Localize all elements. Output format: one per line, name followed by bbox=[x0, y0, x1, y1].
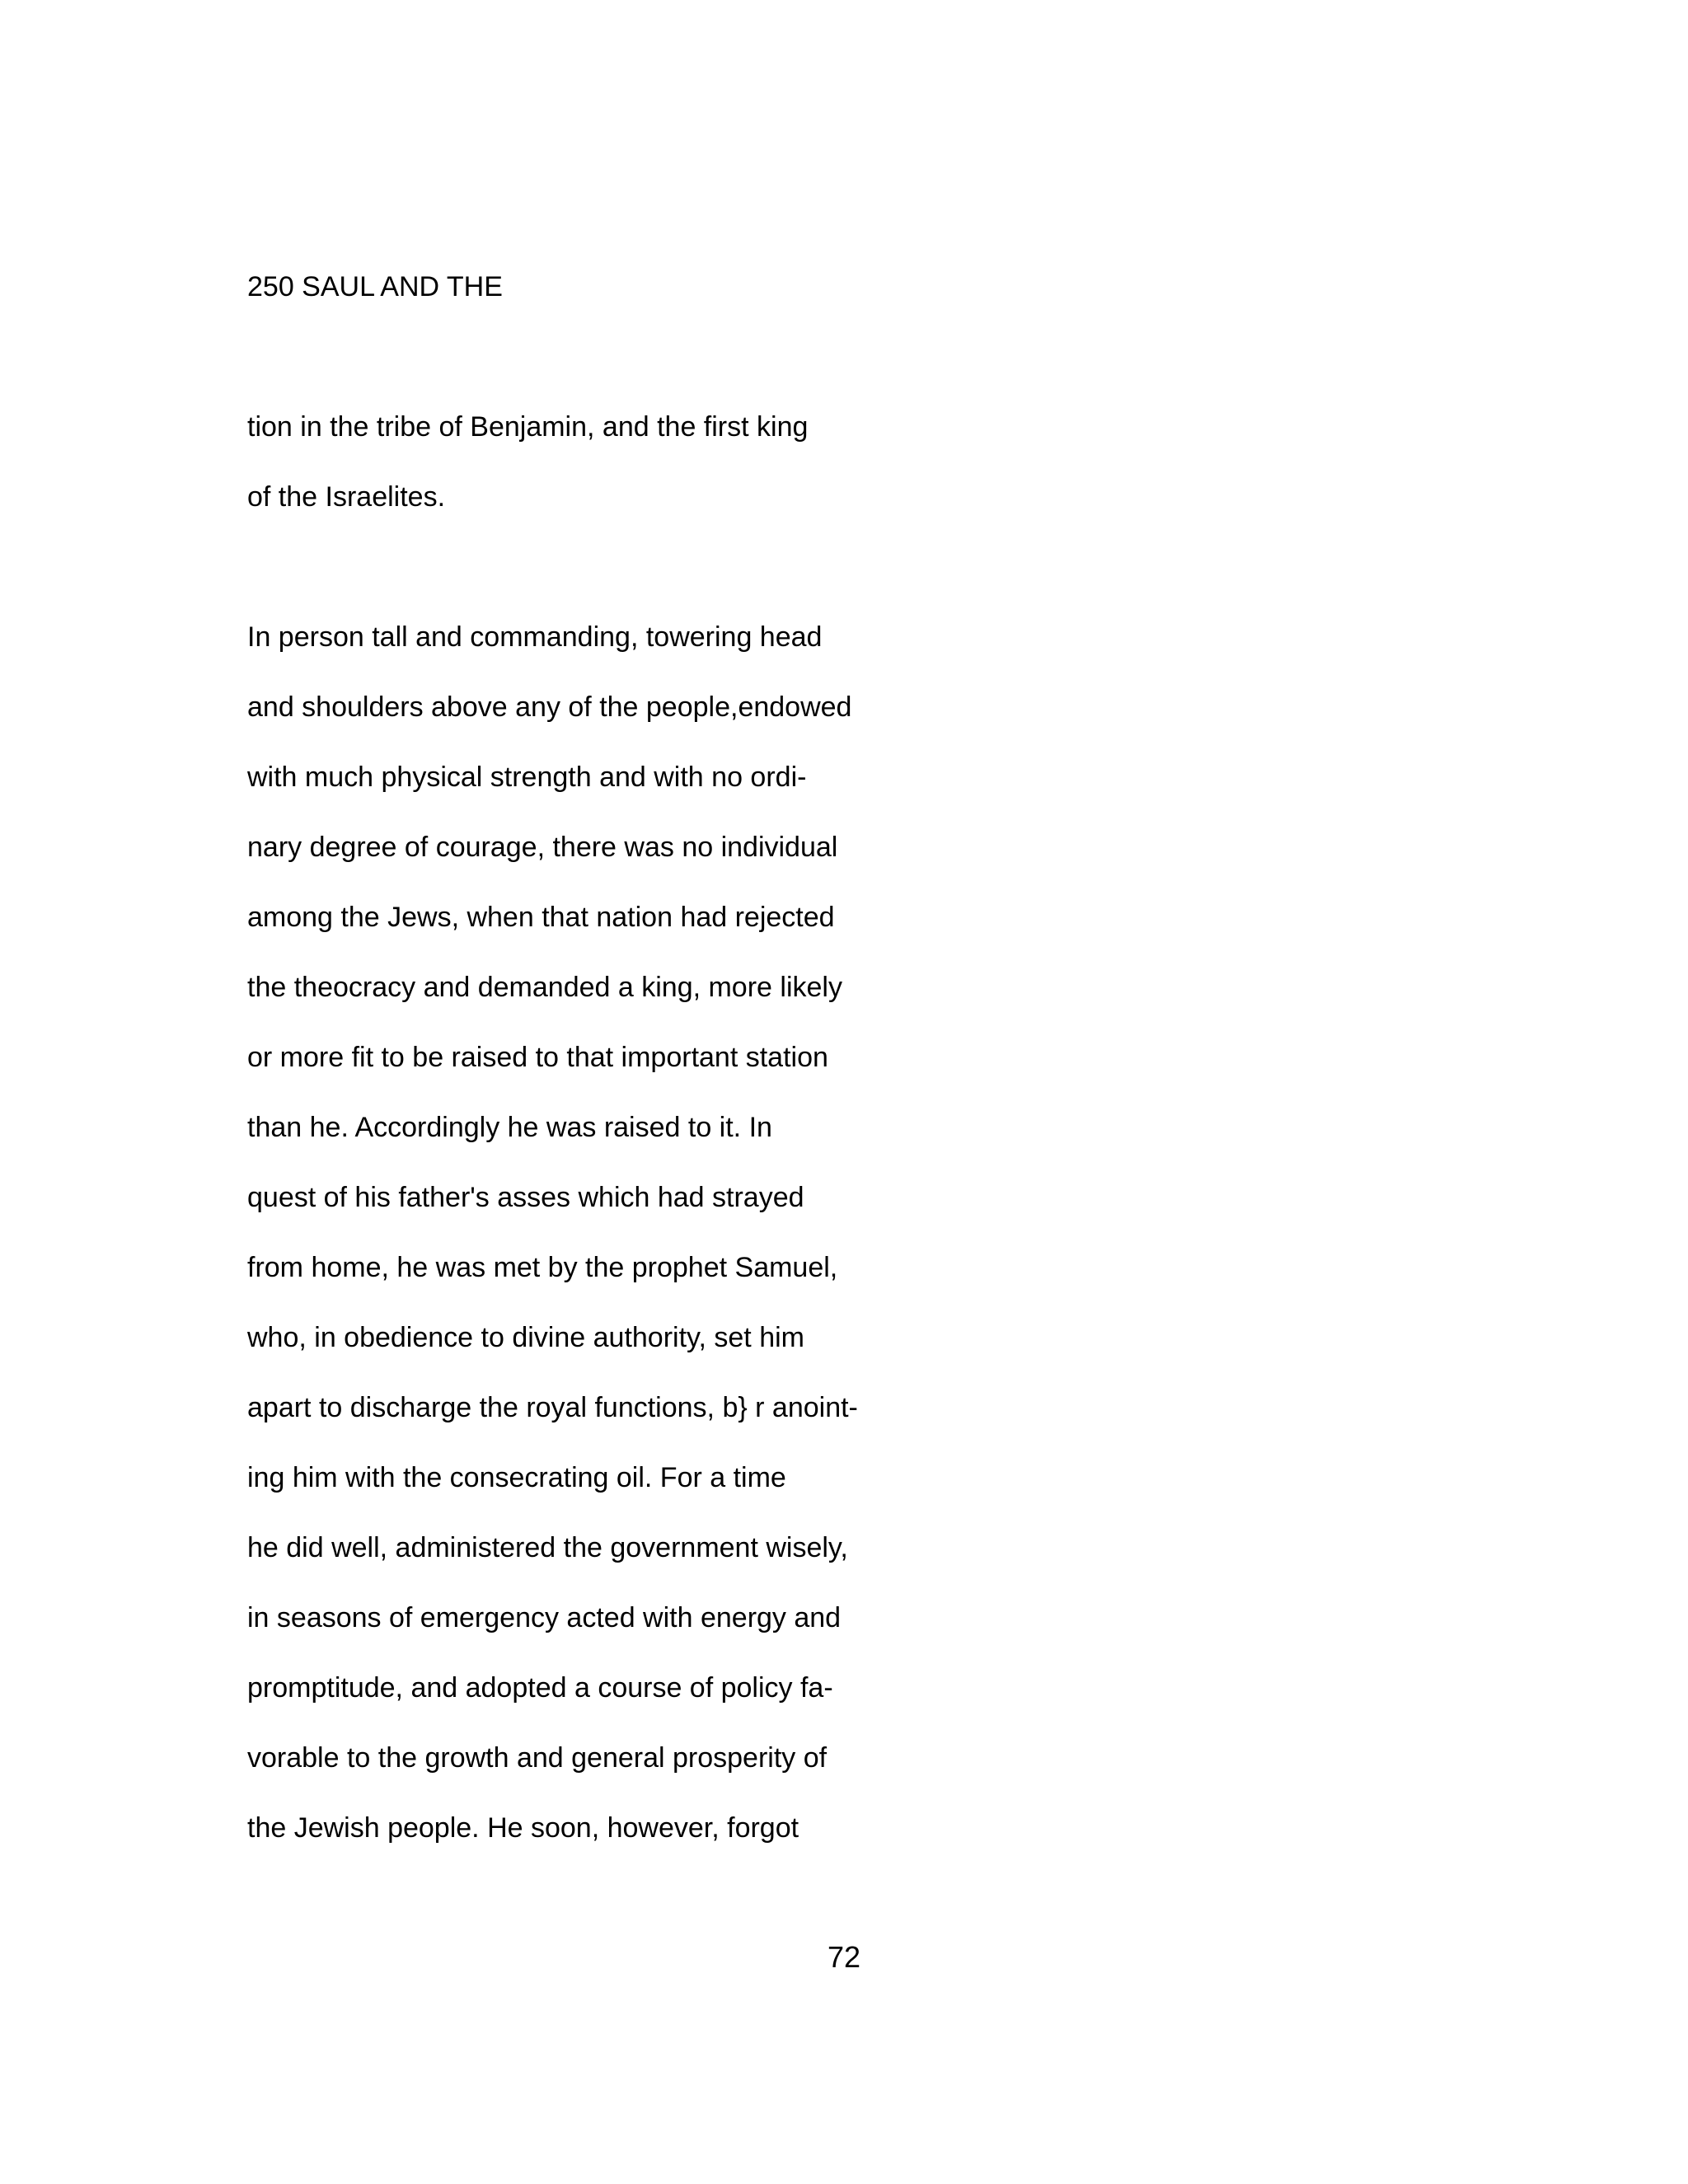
text-line: nary degree of courage, there was no individual bbox=[247, 832, 838, 863]
text-line: vorable to the growth and general prosperity of bbox=[247, 1742, 828, 1774]
text-line: of the Israelites. bbox=[247, 481, 446, 513]
text-line: promptitude, and adopted a course of policy fa- bbox=[247, 1672, 833, 1704]
text-line: apart to discharge the royal functions, b} r anoint- bbox=[247, 1392, 858, 1423]
text-line: and shoulders above any of the people,endowed bbox=[247, 691, 852, 723]
text-line: from home, he was met by the prophet Samuel, bbox=[247, 1252, 838, 1283]
text-line: among the Jews, when that nation had rejected bbox=[247, 902, 835, 933]
text-line: in seasons of emergency acted with energy and bbox=[247, 1602, 842, 1633]
text-line: the Jewish people. He soon, however, forgot bbox=[247, 1812, 799, 1844]
text-line: In person tall and commanding, towering head bbox=[247, 621, 823, 653]
text-line: the theocracy and demanded a king, more likely bbox=[247, 972, 842, 1003]
text-line: or more fit to be raised to that important station bbox=[247, 1042, 828, 1073]
running-header: 250 SAUL AND THE bbox=[247, 271, 503, 302]
text-line: tion in the tribe of Benjamin, and the first king bbox=[247, 411, 809, 443]
text-line: ing him with the consecrating oil. For a time bbox=[247, 1462, 786, 1493]
text-line: he did well, administered the government wisely, bbox=[247, 1532, 848, 1563]
text-line: quest of his father's asses which had strayed bbox=[247, 1182, 804, 1213]
text-line: than he. Accordingly he was raised to it. In bbox=[247, 1112, 772, 1143]
page-number: 72 bbox=[827, 1940, 861, 1974]
text-line: who, in obedience to divine authority, set him bbox=[247, 1322, 804, 1353]
text-line: with much physical strength and with no ordi- bbox=[247, 762, 807, 793]
